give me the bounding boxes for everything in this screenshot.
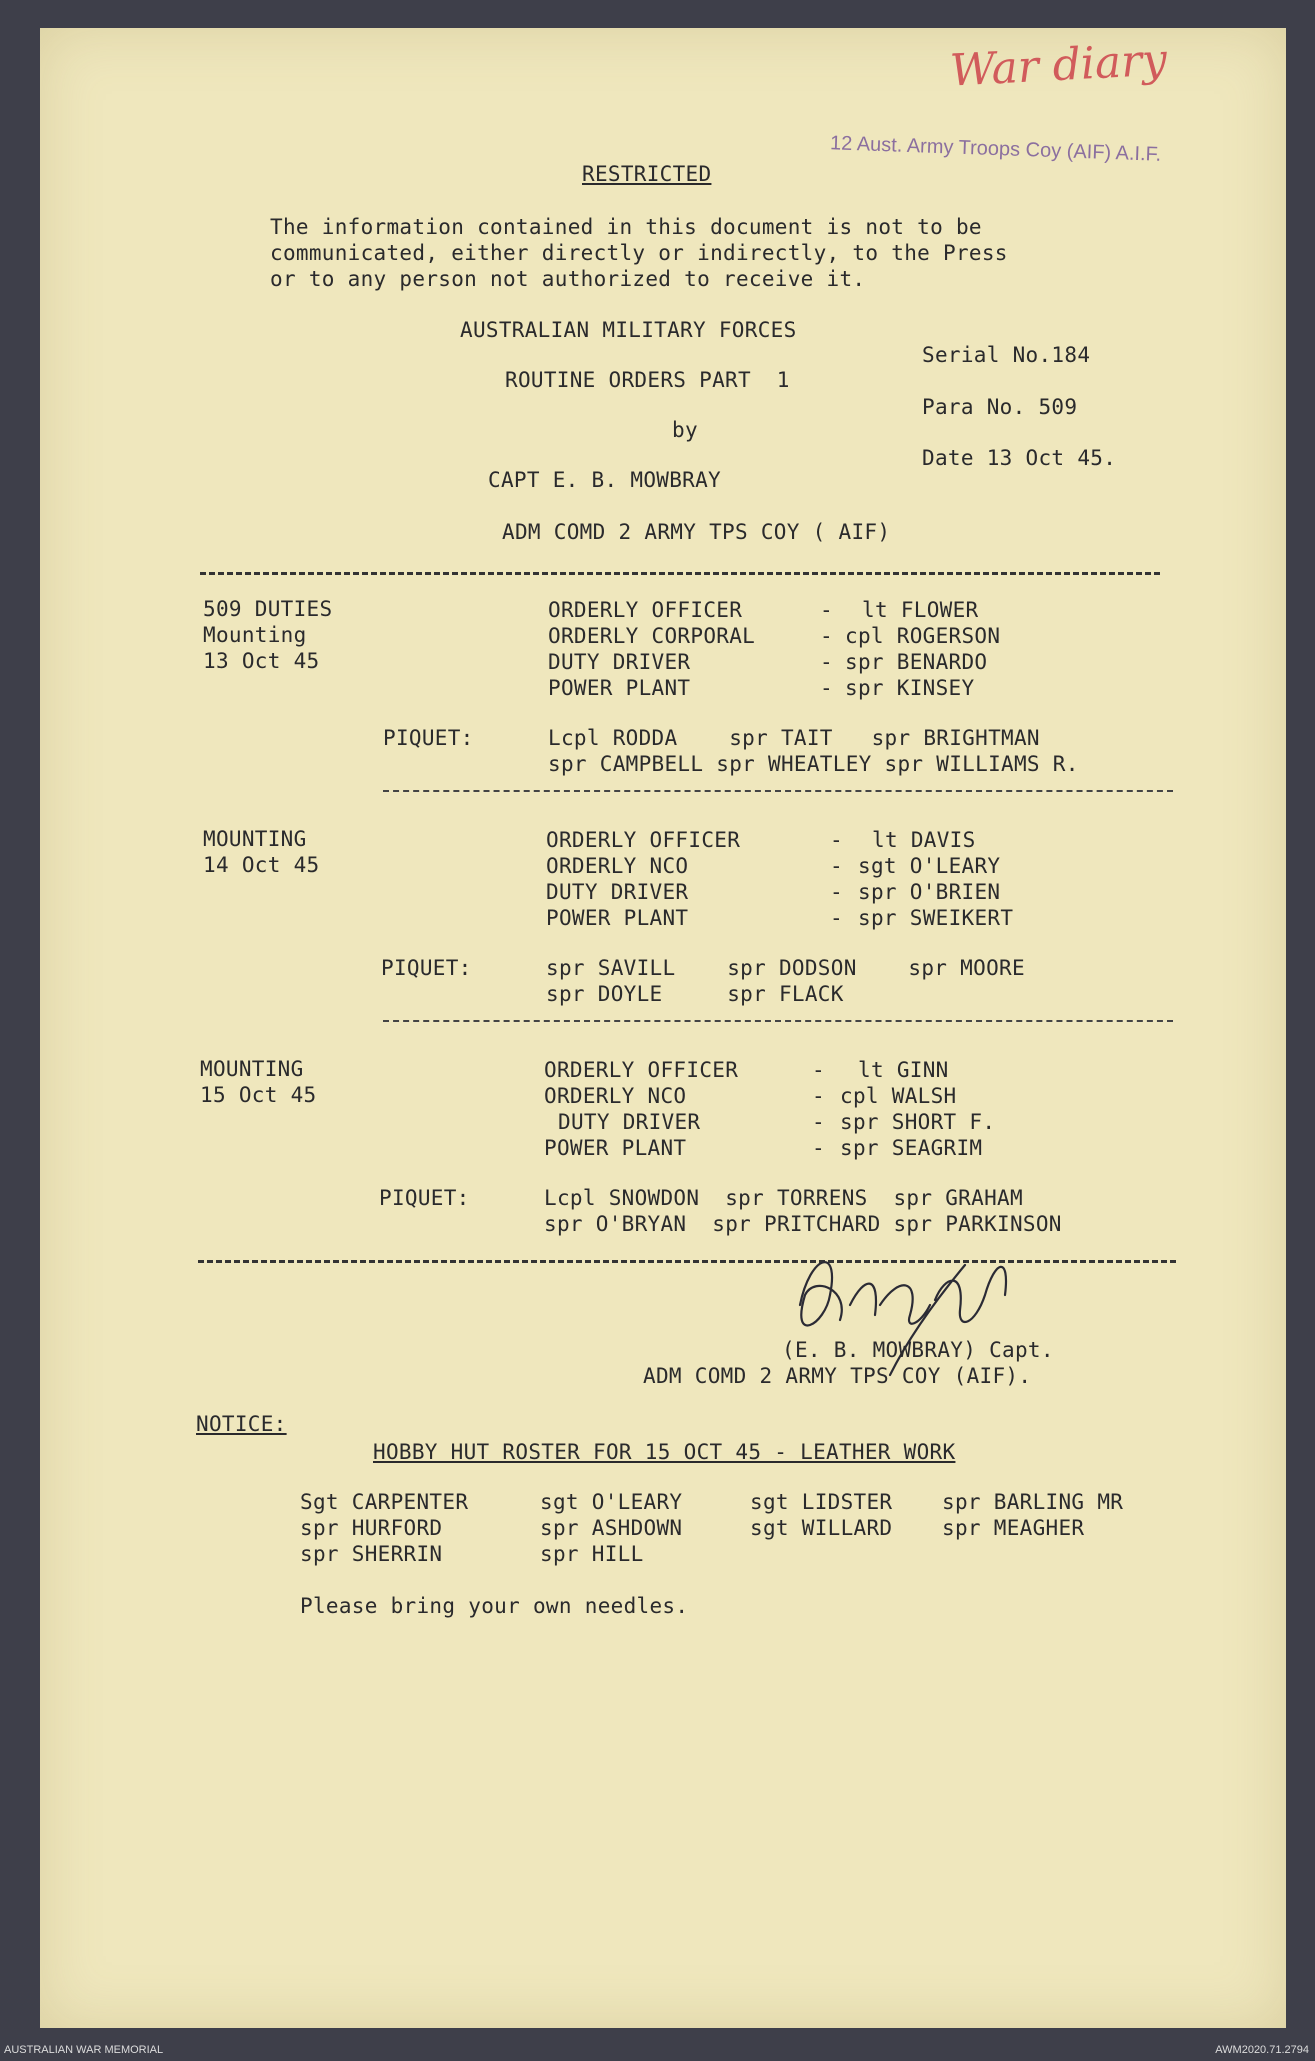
footer-accession-number: AWM2020.71.2794 xyxy=(1215,2044,1309,2056)
duty-3-role: DUTY DRIVER xyxy=(558,1110,701,1134)
duty-2-role: DUTY DRIVER xyxy=(546,880,689,904)
war-diary-text: War diary xyxy=(948,34,1169,97)
piquet-line-1: spr SAVILL spr DODSON spr MOORE xyxy=(546,956,1025,980)
duty-1-role: ORDERLY CORPORAL xyxy=(548,624,756,648)
duty-1-person: spr KINSEY xyxy=(845,676,975,700)
orders-title: ROUTINE ORDERS PART 1 xyxy=(505,368,790,392)
archive-footer xyxy=(0,2034,1315,2061)
duty-2-dash: - xyxy=(830,828,843,852)
duty-3-label-1: MOUNTING xyxy=(200,1057,304,1081)
duty-1-dash: - xyxy=(820,624,833,648)
piquet-label: PIQUET: xyxy=(383,726,474,750)
notice-line-2: communicated, either directly or indirectly, to the Press xyxy=(270,241,1008,265)
duty-2-dash: - xyxy=(830,880,843,904)
duty-1-label-3: 13 Oct 45 xyxy=(203,649,320,673)
duty-1-role: ORDERLY OFFICER xyxy=(548,598,743,622)
roster-name: spr MEAGHER xyxy=(942,1516,1085,1540)
duty-3-person: cpl WALSH xyxy=(840,1084,957,1108)
piquet-line-2: spr CAMPBELL spr WHEATLEY spr WILLIAMS R. xyxy=(548,752,1079,776)
unit-stamp-text: 12 Aust. Army Troops Coy (AIF) A.I.F. xyxy=(829,132,1162,166)
divider-top xyxy=(200,572,1160,575)
roster-name: Sgt CARPENTER xyxy=(300,1490,469,1514)
signature-name: (E. B. MOWBRAY) Capt. xyxy=(782,1338,1054,1362)
duty-1-role: POWER PLANT xyxy=(548,676,691,700)
divider-2 xyxy=(383,1020,1173,1022)
piquet-line-1: Lcpl RODDA spr TAIT spr BRIGHTMAN xyxy=(548,726,1040,750)
forces-title: AUSTRALIAN MILITARY FORCES xyxy=(460,318,797,342)
duty-2-person: spr SWEIKERT xyxy=(858,906,1014,930)
duty-3-role: ORDERLY OFFICER xyxy=(544,1058,739,1082)
notice-line-1: The information contained in this document is not to be xyxy=(270,215,982,239)
duty-1-role: DUTY DRIVER xyxy=(548,650,691,674)
piquet-label: PIQUET: xyxy=(381,956,472,980)
duty-2-dash: - xyxy=(830,906,843,930)
roster-name: spr HURFORD xyxy=(300,1516,443,1540)
duty-3-dash: - xyxy=(812,1084,825,1108)
notice-label: NOTICE: xyxy=(196,1412,287,1436)
needles-note: Please bring your own needles. xyxy=(300,1594,689,1618)
roster-name: spr ASHDOWN xyxy=(540,1516,683,1540)
duty-1-person: lt FLOWER xyxy=(862,598,979,622)
command-title: ADM COMD 2 ARMY TPS COY ( AIF) xyxy=(502,520,891,544)
by-text: by xyxy=(672,418,698,442)
piquet-line-2: spr DOYLE spr FLACK xyxy=(546,982,844,1006)
duty-2-role: ORDERLY OFFICER xyxy=(546,828,741,852)
signature-scrawl xyxy=(770,1235,1030,1385)
captain-name: CAPT E. B. MOWBRAY xyxy=(488,468,721,492)
duty-2-person: lt DAVIS xyxy=(872,828,976,852)
duty-2-role: POWER PLANT xyxy=(546,906,689,930)
duty-2-person: sgt O'LEARY xyxy=(858,854,1001,878)
notice-line-3: or to any person not authorized to receive it. xyxy=(270,267,866,291)
restricted-heading: RESTRICTED xyxy=(582,162,712,186)
duty-3-role: ORDERLY NCO xyxy=(544,1084,687,1108)
duty-3-person: spr SHORT F. xyxy=(840,1110,996,1134)
signature-title: ADM COMD 2 ARMY TPS COY (AIF). xyxy=(643,1364,1032,1388)
piquet-label: PIQUET: xyxy=(379,1186,470,1210)
duty-3-person: lt GINN xyxy=(858,1058,949,1082)
roster-name: sgt O'LEARY xyxy=(540,1490,683,1514)
roster-name: sgt WILLARD xyxy=(750,1516,893,1540)
duty-2-dash: - xyxy=(830,854,843,878)
para-number: Para No. 509 xyxy=(922,395,1078,419)
order-date: Date 13 Oct 45. xyxy=(922,446,1117,470)
duty-3-dash: - xyxy=(812,1058,825,1082)
roster-name: spr HILL xyxy=(540,1542,644,1566)
hobby-hut-heading: HOBBY HUT ROSTER FOR 15 OCT 45 - LEATHER WORK xyxy=(373,1440,956,1464)
roster-name: sgt LIDSTER xyxy=(750,1490,893,1514)
duty-1-dash: - xyxy=(820,676,833,700)
duty-2-label-1: MOUNTING xyxy=(203,827,307,851)
duty-1-dash: - xyxy=(820,598,833,622)
piquet-line-1: Lcpl SNOWDON spr TORRENS spr GRAHAM xyxy=(544,1186,1023,1210)
duty-2-label-2: 14 Oct 45 xyxy=(203,853,320,877)
duty-3-label-2: 15 Oct 45 xyxy=(200,1083,317,1107)
roster-name: spr BARLING MR xyxy=(942,1490,1124,1514)
duty-3-person: spr SEAGRIM xyxy=(840,1136,983,1160)
piquet-line-2: spr O'BRYAN spr PRITCHARD spr PARKINSON xyxy=(544,1212,1062,1236)
footer-institution: AUSTRALIAN WAR MEMORIAL xyxy=(4,2044,164,2056)
duty-1-person: cpl ROGERSON xyxy=(845,624,1001,648)
duty-3-dash: - xyxy=(812,1110,825,1134)
duty-1-dash: - xyxy=(820,650,833,674)
duty-1-label-1: 509 DUTIES xyxy=(203,597,333,621)
roster-name: spr SHERRIN xyxy=(300,1542,443,1566)
duty-1-label-2: Mounting xyxy=(203,623,307,647)
duty-2-role: ORDERLY NCO xyxy=(546,854,689,878)
duty-3-role: POWER PLANT xyxy=(544,1136,687,1160)
duty-2-person: spr O'BRIEN xyxy=(858,880,1001,904)
divider-1 xyxy=(383,790,1173,792)
serial-number: Serial No.184 xyxy=(922,343,1091,367)
duty-3-dash: - xyxy=(812,1136,825,1160)
duty-1-person: spr BENARDO xyxy=(845,650,988,674)
